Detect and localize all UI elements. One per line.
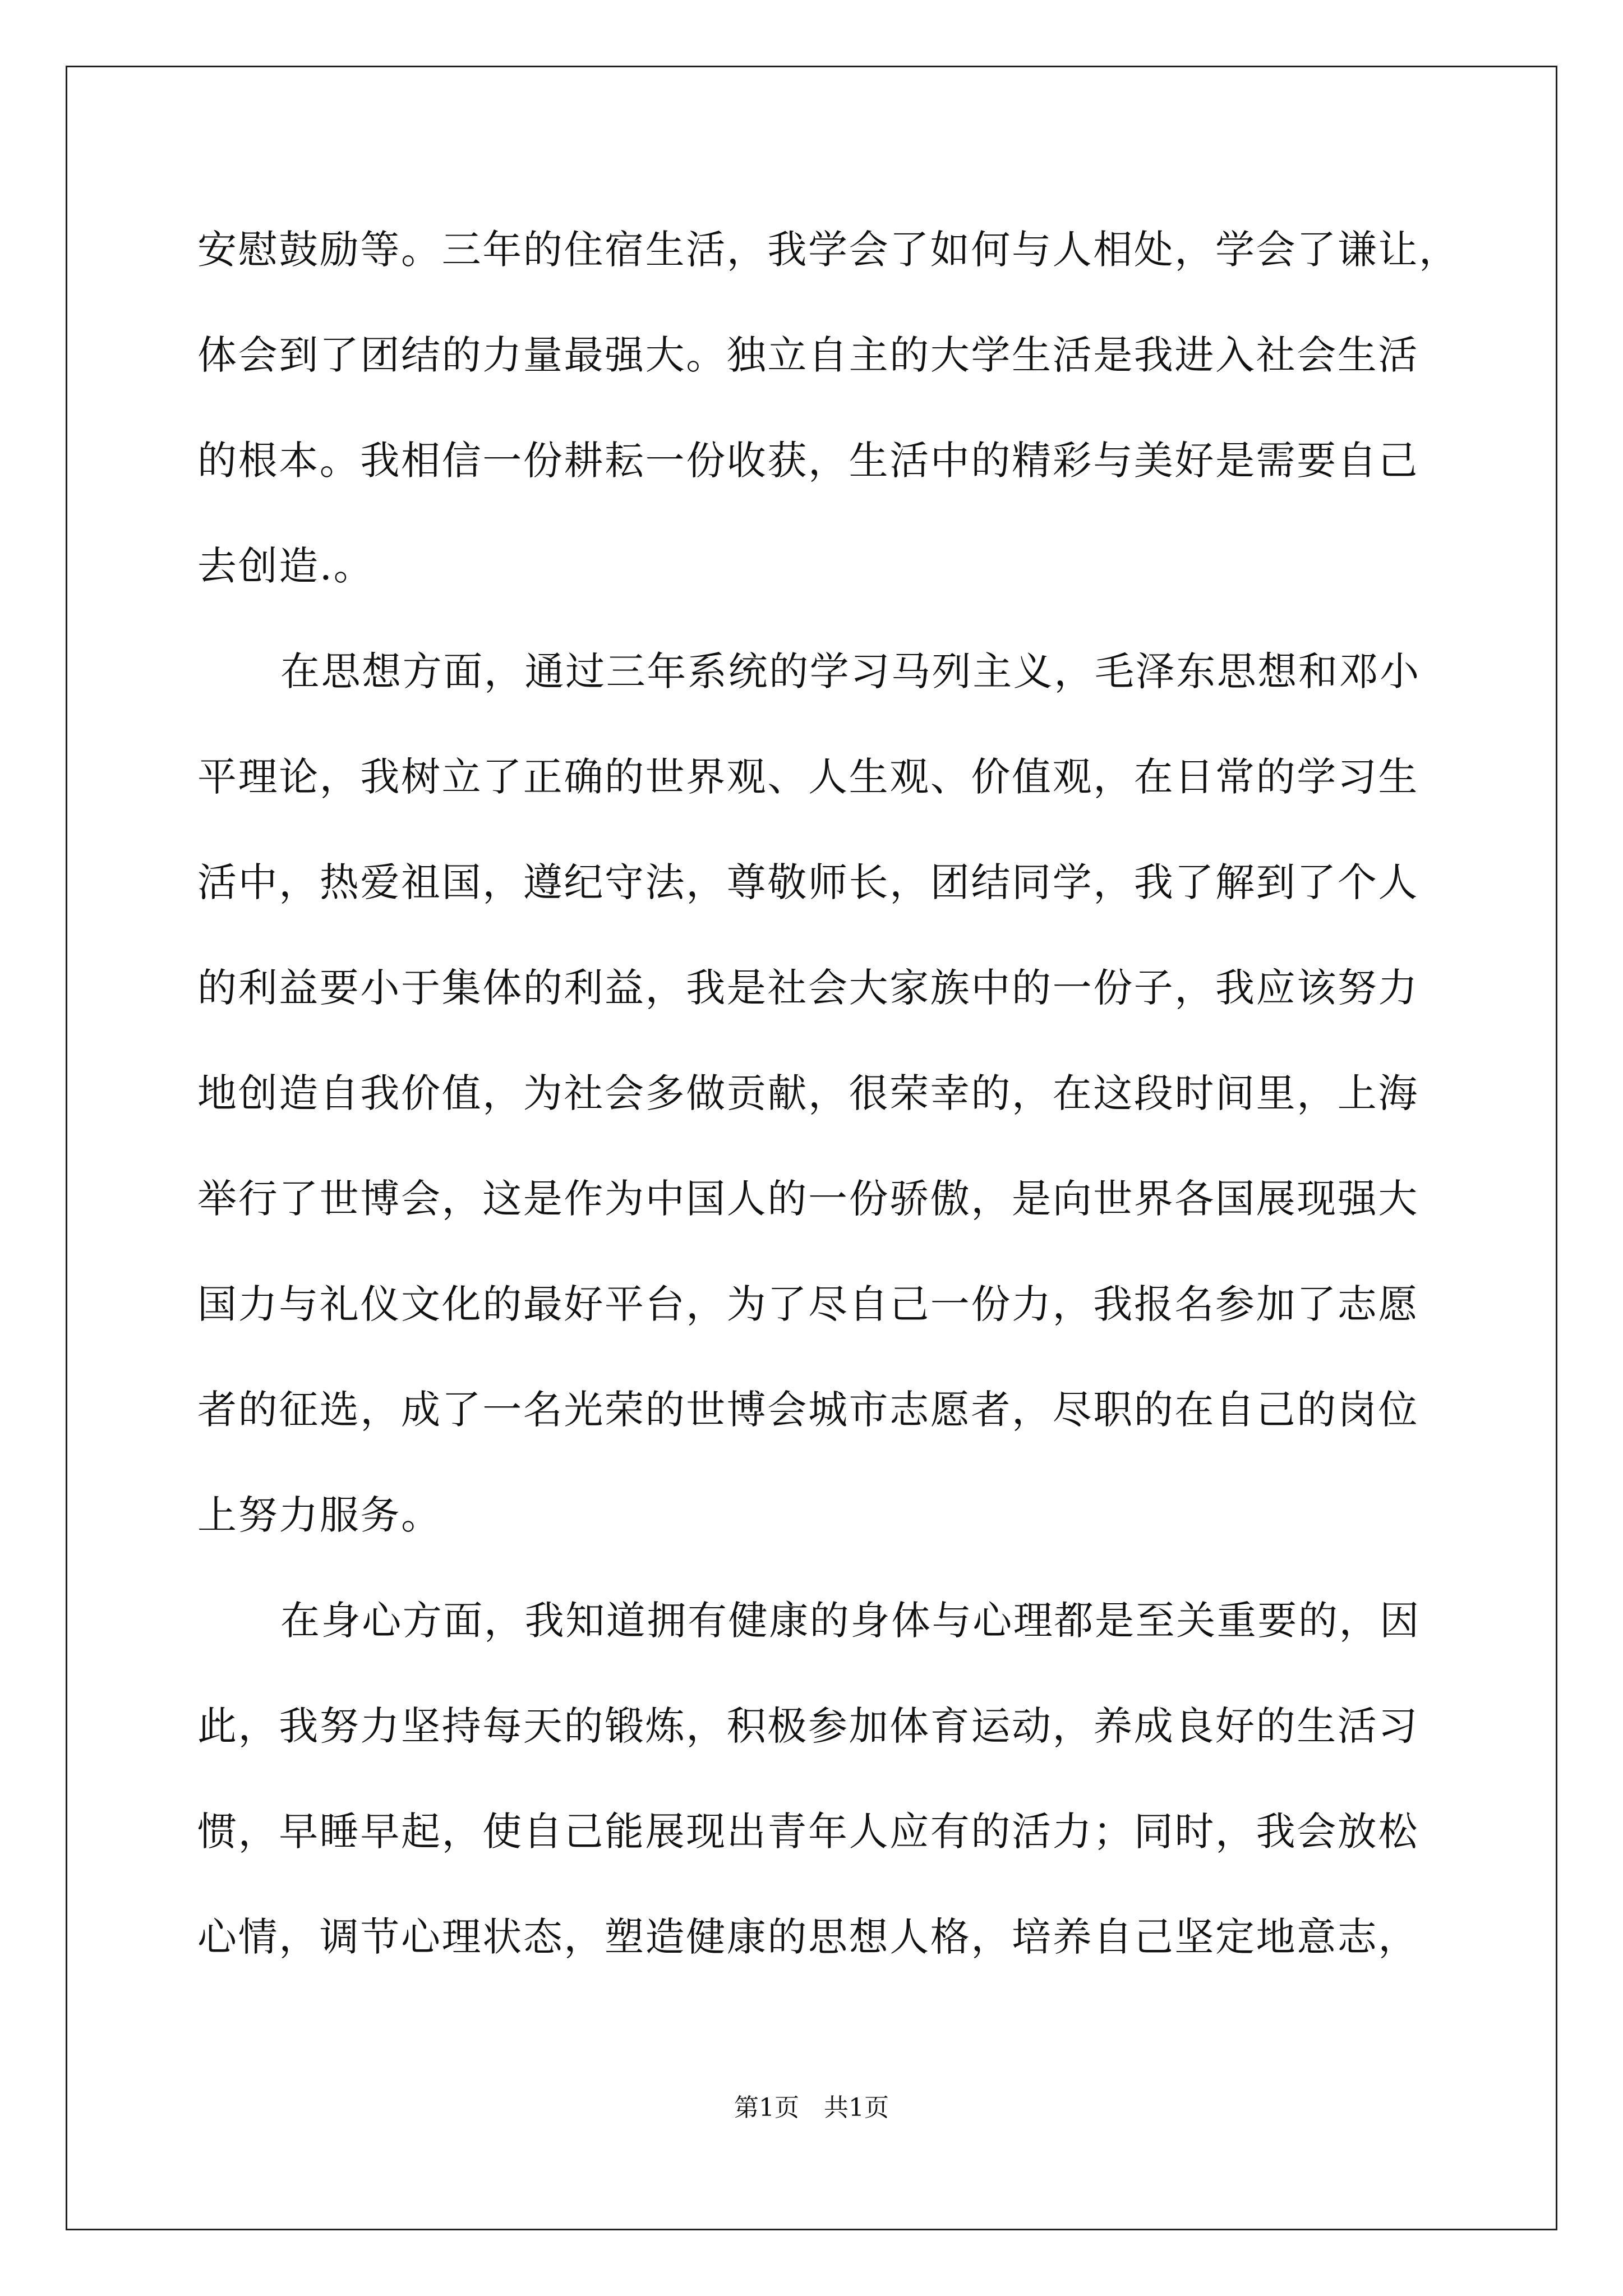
text-line: 心情，调节心理状态，塑造健康的思想人格，培养自己坚定地意志， bbox=[197, 1914, 1419, 1960]
paragraph-start-line: 在身心方面，我知道拥有健康的身体与心理都是至关重要的，因 bbox=[280, 1598, 1421, 1644]
text-line: 体会到了团结的力量最强大。独立自主的大学生活是我进入社会生活 bbox=[197, 332, 1419, 378]
text-line: 国力与礼仪文化的最好平台，为了尽自己一份力，我报名参加了志愿 bbox=[197, 1281, 1419, 1327]
document-body bbox=[197, 213, 1460, 2006]
text-line: 惯，早睡早起，使自己能展现出青年人应有的活力；同时，我会放松 bbox=[197, 1809, 1419, 1855]
text-line: 平理论，我树立了正确的世界观、人生观、价值观，在日常的学习生 bbox=[197, 754, 1419, 800]
text-line: 安慰鼓励等。三年的住宿生活，我学会了如何与人相处，学会了谦让， bbox=[197, 227, 1460, 273]
paragraph-start-line: 在思想方面，通过三年系统的学习马列主义，毛泽东思想和邓小 bbox=[280, 648, 1421, 694]
text-line: 举行了世博会，这是作为中国人的一份骄傲，是向世界各国展现强大 bbox=[197, 1176, 1419, 1222]
page-number-footer: 第1页 共1页 bbox=[734, 2093, 889, 2122]
text-line: 地创造自我价值，为社会多做贡献，很荣幸的，在这段时间里，上海 bbox=[197, 1070, 1419, 1116]
text-line: 者的征选，成了一名光荣的世博会城市志愿者，尽职的在自己的岗位 bbox=[197, 1387, 1419, 1433]
text-line: 活中，热爱祖国，遵纪守法，尊敬师长，团结同学，我了解到了个人 bbox=[197, 859, 1419, 905]
text-line: 上努力服务。 bbox=[197, 1492, 442, 1538]
text-line: 去创造.。 bbox=[197, 543, 375, 589]
text-line: 此，我努力坚持每天的锻炼，积极参加体育运动，养成良好的生活习 bbox=[197, 1703, 1419, 1749]
text-line: 的根本。我相信一份耕耘一份收获，生活中的精彩与美好是需要自己 bbox=[197, 438, 1419, 484]
text-line: 的利益要小于集体的利益，我是社会大家族中的一份子，我应该努力 bbox=[197, 965, 1419, 1011]
